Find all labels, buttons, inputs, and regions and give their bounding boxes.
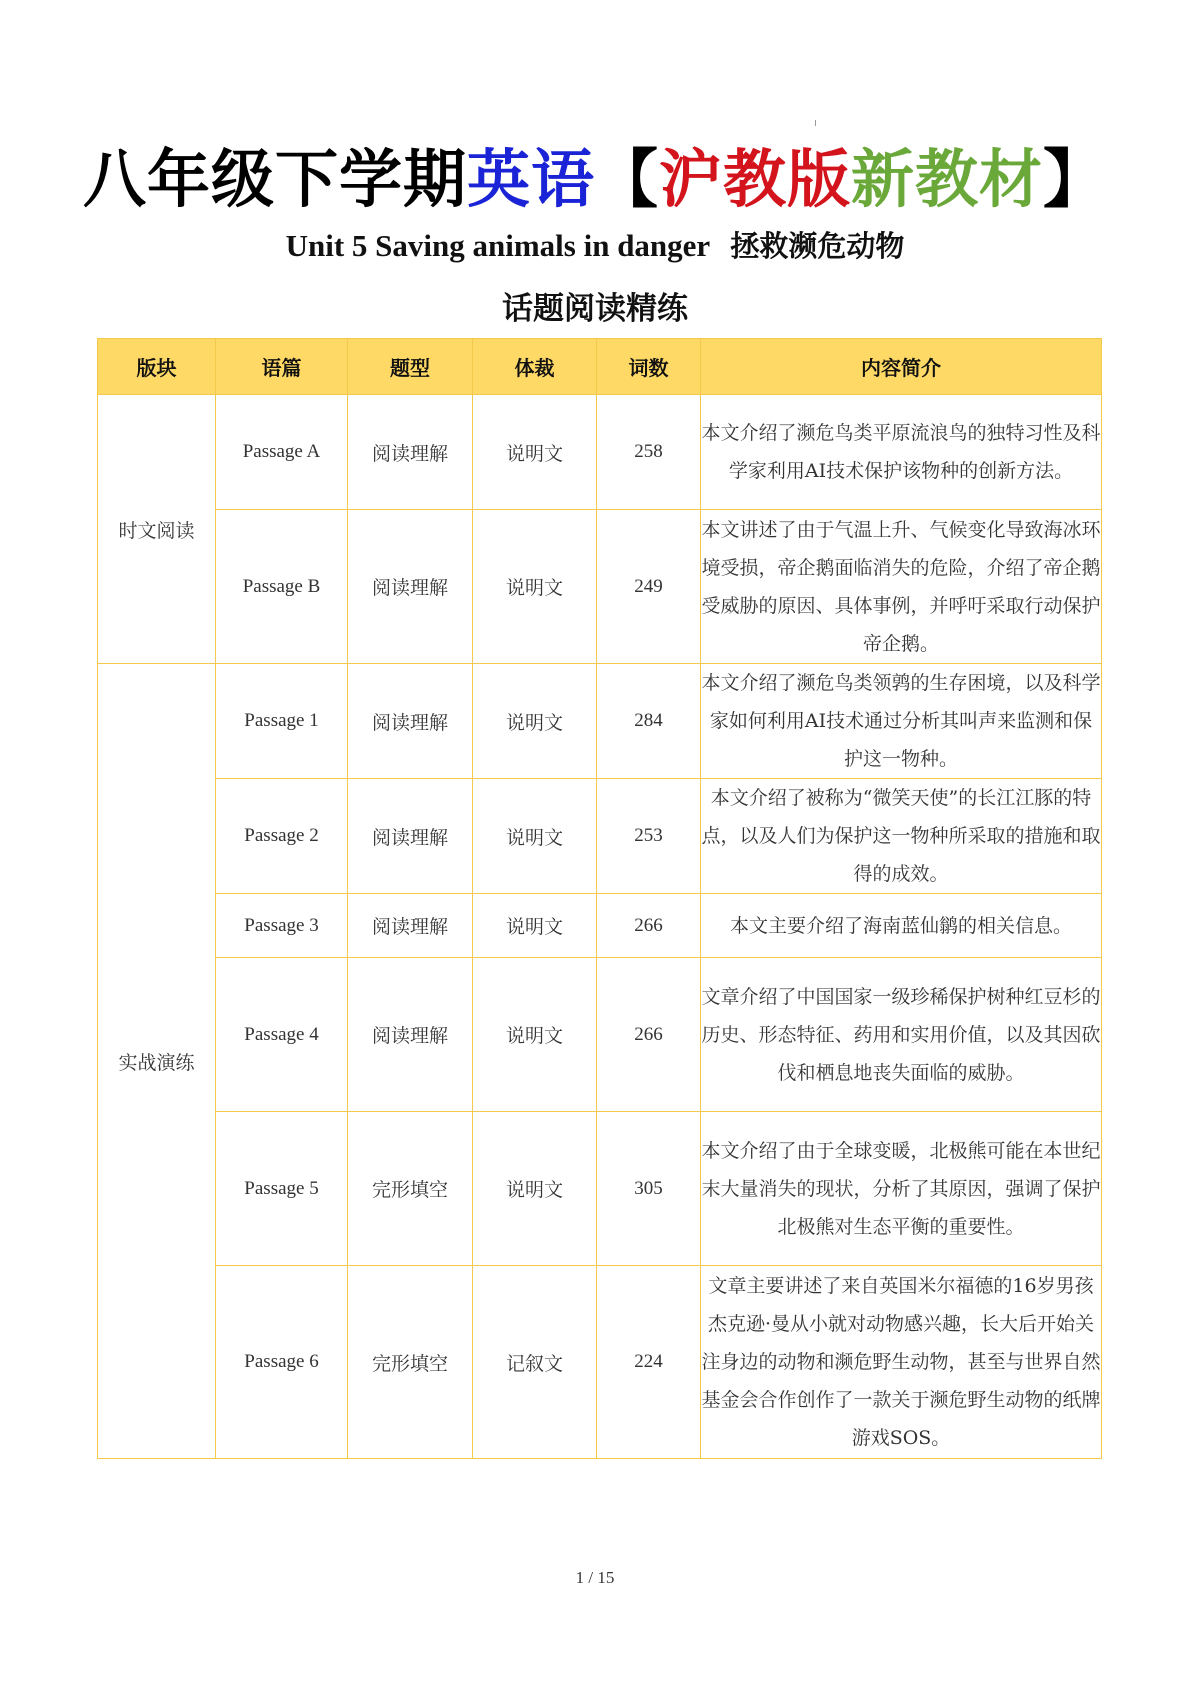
word-count: 224 [597, 1266, 701, 1459]
word-count: 284 [597, 664, 701, 779]
summary: 本文介绍了由于全球变暖，北极熊可能在本世纪末大量消失的现状，分析了其原因，强调了保护北极熊对生态平衡的重要性。 [701, 1112, 1102, 1266]
unit-title-cn: 拯救濒危动物 [730, 229, 905, 263]
genre: 说明文 [473, 1112, 597, 1266]
section-title: 话题阅读精练 [502, 291, 688, 327]
group-practice: 实战演练 [98, 664, 216, 1459]
title-grade: 八年级下学期 [83, 143, 467, 216]
summary: 本文主要介绍了海南蓝仙鹟的相关信息。 [701, 894, 1102, 958]
genre: 说明文 [473, 664, 597, 779]
unit-title [0, 224, 1190, 268]
question-type: 阅读理解 [348, 664, 473, 779]
summary: 本文介绍了濒危鸟类领鹑的生存困境，以及科学家如何利用AI技术通过分析其叫声来监测和保护这一物种。 [701, 664, 1102, 779]
passage-name: Passage 3 [216, 894, 348, 958]
passage-name: Passage 5 [216, 1112, 348, 1266]
genre: 说明文 [473, 894, 597, 958]
title-edition: 沪教版 [659, 143, 851, 216]
header-word-count: 词数 [597, 339, 701, 395]
table-row [98, 664, 1102, 779]
table-row [98, 894, 1102, 958]
genre: 说明文 [473, 779, 597, 894]
summary: 文章主要讲述了来自英国米尔福德的16岁男孩杰克逊·曼从小就对动物感兴趣，长大后开始关注身边的动物和濒危野生动物，甚至与世界自然基金会合作创作了一款关于濒危野生动物的纸牌游戏SOS。 [701, 1266, 1102, 1459]
passage-name: Passage 2 [216, 779, 348, 894]
header-passage: 语篇 [216, 339, 348, 395]
summary: 本文介绍了濒危鸟类平原流浪鸟的独特习性及科学家利用AI技术保护该物种的创新方法。 [701, 395, 1102, 510]
genre: 说明文 [473, 395, 597, 510]
word-count: 249 [597, 510, 701, 664]
question-type: 阅读理解 [348, 395, 473, 510]
genre: 说明文 [473, 510, 597, 664]
question-type: 阅读理解 [348, 510, 473, 664]
unit-title-en: Unit 5 Saving animals in danger [285, 228, 711, 263]
summary: 本文介绍了被称为“微笑天使”的长江江豚的特点，以及人们为保护这一物种所采取的措施和取得的成效。 [701, 779, 1102, 894]
table-header-row [98, 339, 1102, 395]
passage-name: Passage 4 [216, 958, 348, 1112]
scan-mark [815, 120, 816, 126]
table-row [98, 1266, 1102, 1459]
word-count: 258 [597, 395, 701, 510]
passage-name: Passage A [216, 395, 348, 510]
table-row [98, 510, 1102, 664]
passage-overview-table [97, 338, 1102, 1459]
header-genre: 体裁 [473, 339, 597, 395]
table-row [98, 395, 1102, 510]
summary: 文章介绍了中国国家一级珍稀保护树种红豆杉的历史、形态特征、药用和实用价值，以及其因砍伐和栖息地丧失面临的威胁。 [701, 958, 1102, 1112]
title-bracket-open: 【 [595, 143, 659, 216]
question-type: 完形填空 [348, 1112, 473, 1266]
word-count: 305 [597, 1112, 701, 1266]
word-count: 266 [597, 958, 701, 1112]
genre: 记叙文 [473, 1266, 597, 1459]
page-number: 1 / 15 [575, 1568, 615, 1587]
header-section: 版块 [98, 339, 216, 395]
word-count: 266 [597, 894, 701, 958]
title-bracket-close: 】 [1043, 143, 1107, 216]
table-row [98, 958, 1102, 1112]
title-subject: 英语 [467, 143, 595, 216]
group-current-reading: 时文阅读 [98, 395, 216, 664]
word-count: 253 [597, 779, 701, 894]
header-summary: 内容简介 [701, 339, 1102, 395]
genre: 说明文 [473, 958, 597, 1112]
question-type: 阅读理解 [348, 779, 473, 894]
table-row [98, 779, 1102, 894]
table-row [98, 1112, 1102, 1266]
passage-name: Passage 6 [216, 1266, 348, 1459]
document-title [0, 140, 1190, 220]
title-textbook: 新教材 [851, 143, 1043, 216]
question-type: 完形填空 [348, 1266, 473, 1459]
header-question-type: 题型 [348, 339, 473, 395]
question-type: 阅读理解 [348, 958, 473, 1112]
summary: 本文讲述了由于气温上升、气候变化导致海冰环境受损，帝企鹅面临消失的危险，介绍了帝企鹅受威胁的原因、具体事例，并呼吁采取行动保护帝企鹅。 [701, 510, 1102, 664]
question-type: 阅读理解 [348, 894, 473, 958]
passage-name: Passage 1 [216, 664, 348, 779]
passage-name: Passage B [216, 510, 348, 664]
